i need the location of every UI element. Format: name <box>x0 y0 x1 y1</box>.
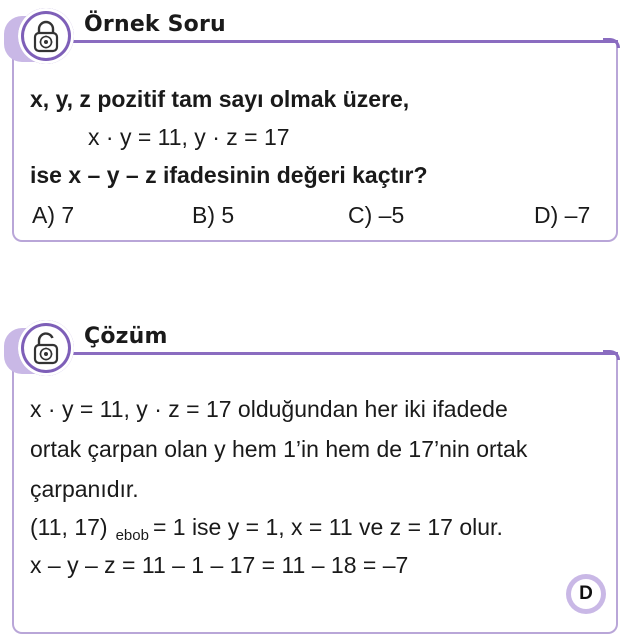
solution-line-1: x · y = 11, y · z = 17 olduğundan her iki ifadede <box>30 396 508 422</box>
locked-padlock-icon <box>31 19 61 53</box>
question-line-1: x, y, z pozitif tam sayı olmak üzere, <box>30 86 410 112</box>
option-d: D) –7 <box>534 202 591 228</box>
question-line-3: ise x – y – z ifadesinin değeri kaçtır? <box>30 162 428 188</box>
unlocked-padlock-icon <box>31 331 61 365</box>
example-title: Örnek Soru <box>84 12 226 37</box>
solution-line-5: x – y – z = 11 – 1 – 17 = 11 – 18 = –7 <box>30 552 409 578</box>
solution-line-4 <box>30 514 503 544</box>
gcd-subscript: ebob <box>115 527 149 544</box>
solution-header-line <box>56 352 618 355</box>
option-b: B) 5 <box>192 202 235 228</box>
solution-line-2: ortak çarpan olan y hem 1’in hem de 17’nin ortak <box>30 436 528 462</box>
solution-line-4-rest: = 1 ise y = 1, x = 11 ve z = 17 olur. <box>152 514 503 540</box>
gcd-pair: (11, 17) <box>30 514 108 540</box>
example-badge <box>18 8 74 64</box>
answer-letter: D <box>571 579 601 609</box>
solution-title: Çözüm <box>84 324 168 349</box>
option-c: C) –5 <box>348 202 405 228</box>
solution-badge <box>18 320 74 376</box>
answer-badge <box>566 574 606 614</box>
example-header-line <box>56 40 618 43</box>
option-a: A) 7 <box>32 202 75 228</box>
question-equation: x · y = 11, y · z = 17 <box>88 124 290 150</box>
solution-line-3: çarpanıdır. <box>30 476 139 502</box>
